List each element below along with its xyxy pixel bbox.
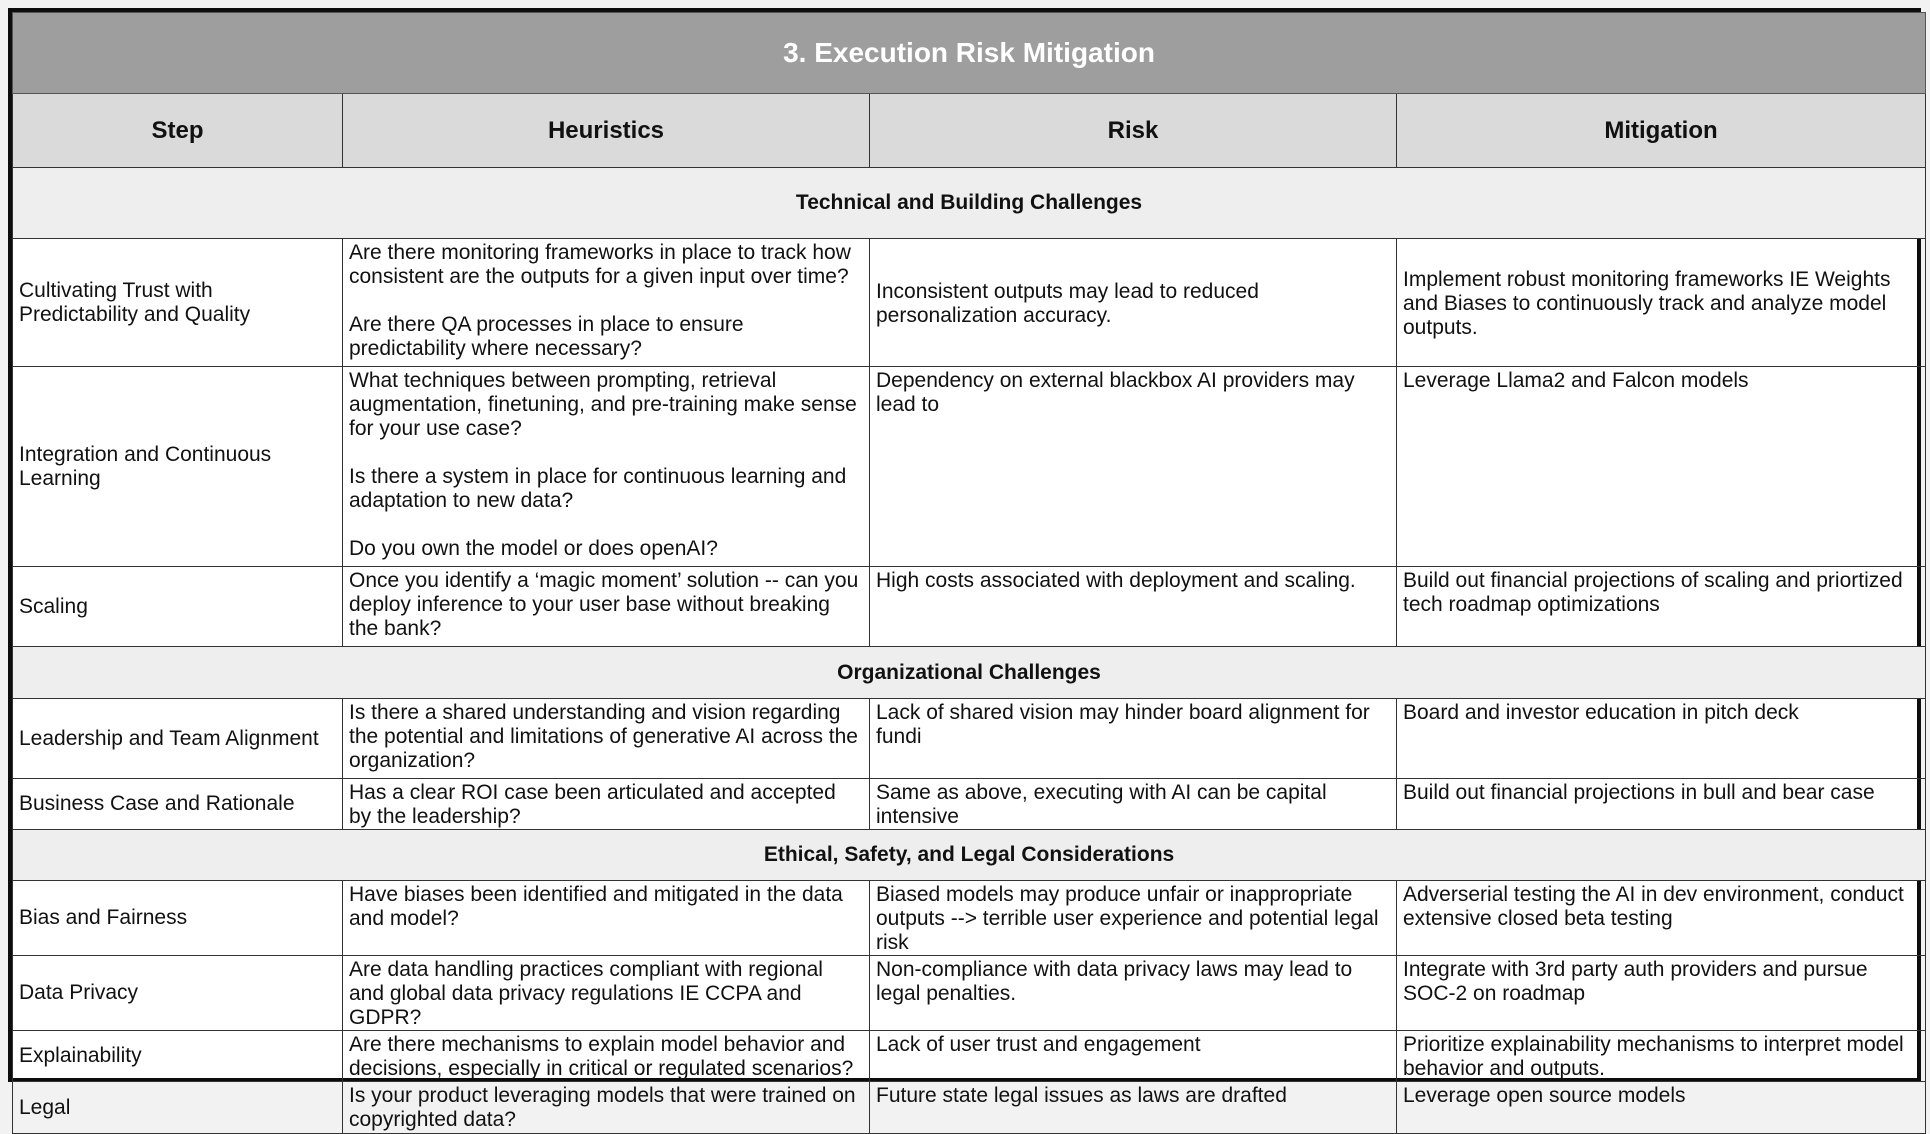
table-title: 3. Execution Risk Mitigation <box>13 13 1926 94</box>
mitigation-cell <box>1397 567 1926 647</box>
mitigation-cell <box>1397 239 1926 367</box>
risk-text: Non-compliance with data privacy laws may lead to legal penalties. <box>876 958 1353 1005</box>
risk-mitigation-table <box>12 12 1926 1134</box>
mitigation-text: Leverage Llama2 and Falcon models <box>1403 369 1749 392</box>
mitigation-cell <box>1397 699 1926 779</box>
risk-text: Inconsistent outputs may lead to reduced personalization accuracy. <box>876 279 1259 327</box>
table-row <box>13 699 1926 779</box>
heuristics-text: Is there a shared understanding and vision regarding the potential and limitations of generative AI across the organization? <box>349 701 858 772</box>
heuristics-text: Has a clear ROI case been articulated and accepted by the leadership? <box>349 781 836 828</box>
step-cell: Leadership and Team Alignment <box>13 699 343 779</box>
heuristics-cell <box>343 779 870 830</box>
table-row <box>13 567 1926 647</box>
table-row <box>13 1031 1926 1082</box>
mitigation-text: Adverserial testing the AI in dev environment, conduct extensive closed beta testing <box>1403 883 1904 930</box>
step-cell: Explainability <box>13 1031 343 1082</box>
risk-text: Future state legal issues as laws are drafted <box>876 1084 1287 1107</box>
table-row <box>13 239 1926 367</box>
mitigation-text: Build out financial projections in bull and bear case <box>1403 781 1875 804</box>
step-cell: Scaling <box>13 567 343 647</box>
risk-text: Lack of user trust and engagement <box>876 1033 1201 1056</box>
risk-cell <box>870 699 1397 779</box>
column-header-risk: Risk <box>870 94 1397 168</box>
heuristics-text: Are there mechanisms to explain model behavior and decisions, especially in critical or regulated scenarios? <box>349 1033 854 1080</box>
heuristics-text: Is your product leveraging models that were trained on copyrighted data? <box>349 1084 856 1131</box>
risk-cell <box>870 1031 1397 1082</box>
section-header-ethical: Ethical, Safety, and Legal Considerations <box>13 830 1926 881</box>
mitigation-cell <box>1397 956 1926 1031</box>
heuristics-cell <box>343 699 870 779</box>
heuristics-cell <box>343 881 870 956</box>
heuristics-cell <box>343 239 870 367</box>
risk-cell <box>870 567 1397 647</box>
risk-cell <box>870 1082 1397 1134</box>
table-row <box>13 956 1926 1031</box>
risk-text: Same as above, executing with AI can be capital intensive <box>876 781 1327 828</box>
risk-text: Biased models may produce unfair or inappropriate outputs --> terrible user experience and potential legal risk <box>876 883 1379 954</box>
section-header-organizational: Organizational Challenges <box>13 647 1926 699</box>
risk-cell <box>870 779 1397 830</box>
mitigation-text: Board and investor education in pitch deck <box>1403 701 1799 724</box>
step-cell: Data Privacy <box>13 956 343 1031</box>
step-cell: Bias and Fairness <box>13 881 343 956</box>
column-header-heuristics: Heuristics <box>343 94 870 168</box>
risk-table-frame <box>8 8 1921 1131</box>
section-header-technical: Technical and Building Challenges <box>13 168 1926 239</box>
mitigation-text: Prioritize explainability mechanisms to interpret model behavior and outputs. <box>1403 1033 1904 1080</box>
step-cell: Business Case and Rationale <box>13 779 343 830</box>
table-row <box>13 367 1926 567</box>
risk-cell <box>870 367 1397 567</box>
column-header-mitigation: Mitigation <box>1397 94 1926 168</box>
column-header-step: Step <box>13 94 343 168</box>
mitigation-cell <box>1397 1082 1926 1134</box>
mitigation-text: Integrate with 3rd party auth providers and pursue SOC-2 on roadmap <box>1403 958 1868 1005</box>
risk-text: Dependency on external blackbox AI providers may lead to <box>876 369 1355 416</box>
heuristics-text: Once you identify a ‘magic moment’ solution -- can you deploy inference to your user base without breaking the bank? <box>349 569 859 640</box>
heuristics-text: Have biases been identified and mitigated in the data and model? <box>349 883 843 930</box>
risk-text: Lack of shared vision may hinder board alignment for fundi <box>876 701 1370 748</box>
table-row <box>13 1082 1926 1134</box>
risk-cell <box>870 956 1397 1031</box>
mitigation-text: Implement robust monitoring frameworks IE Weights and Biases to continuously track and analyze model outputs. <box>1403 267 1891 339</box>
heuristics-cell <box>343 1031 870 1082</box>
risk-cell <box>870 239 1397 367</box>
risk-text: High costs associated with deployment and scaling. <box>876 569 1356 592</box>
mitigation-cell <box>1397 1031 1926 1082</box>
heuristics-cell <box>343 956 870 1031</box>
heuristics-cell <box>343 567 870 647</box>
table-row <box>13 779 1926 830</box>
mitigation-cell <box>1397 367 1926 567</box>
heuristics-text: What techniques between prompting, retrieval augmentation, finetuning, and pre-training make sense for your use case? Is there a system in place for continuous learning and adaptation to new data? Do you own the model or does openAI? <box>349 369 857 560</box>
mitigation-text: Build out financial projections of scaling and priortized tech roadmap optimizations <box>1403 569 1903 616</box>
heuristics-text: Are there monitoring frameworks in place to track how consistent are the outputs for a given input over time? Are there QA processes in place to ensure predictability where necessary? <box>349 241 851 360</box>
step-cell: Cultivating Trust with Predictability and Quality <box>13 239 343 367</box>
heuristics-cell <box>343 1082 870 1134</box>
step-cell: Legal <box>13 1082 343 1134</box>
heuristics-text: Are data handling practices compliant with regional and global data privacy regulations IE CCPA and GDPR? <box>349 958 823 1029</box>
table-row <box>13 881 1926 956</box>
step-cell: Integration and Continuous Learning <box>13 367 343 567</box>
mitigation-text: Leverage open source models <box>1403 1084 1686 1107</box>
risk-cell <box>870 881 1397 956</box>
mitigation-cell <box>1397 779 1926 830</box>
mitigation-cell <box>1397 881 1926 956</box>
heuristics-cell <box>343 367 870 567</box>
